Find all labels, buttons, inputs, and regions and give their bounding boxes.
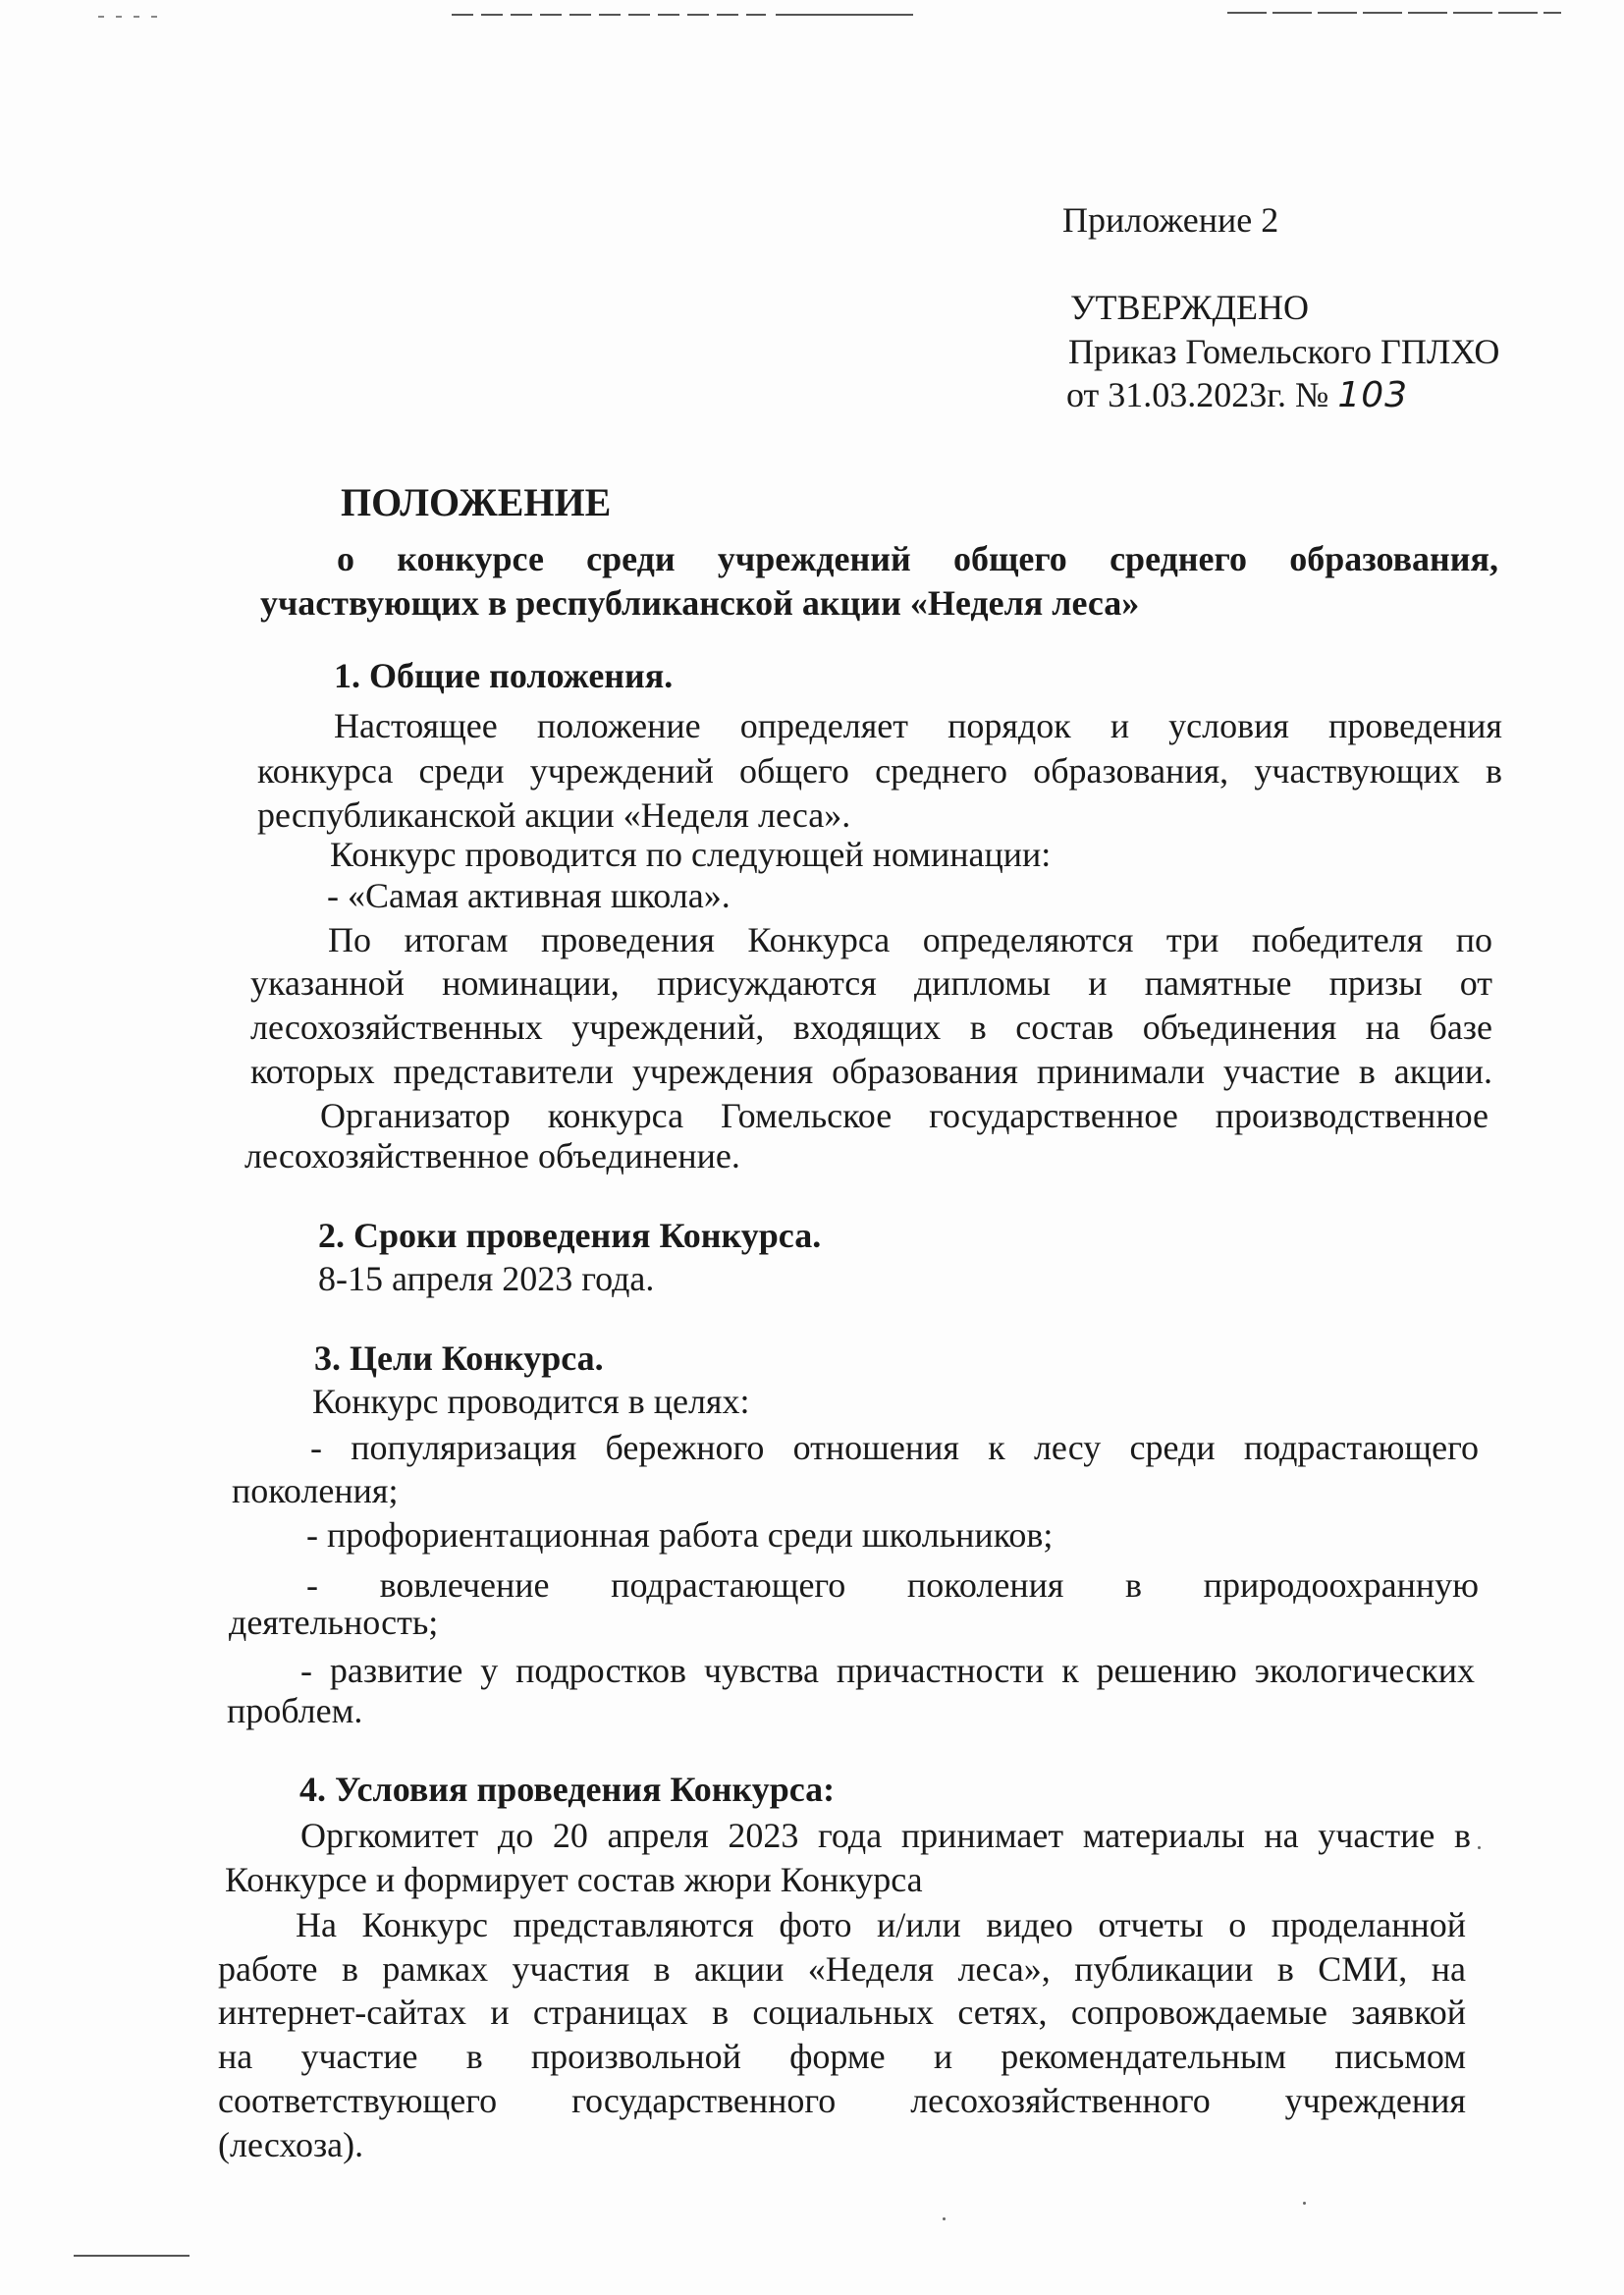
- paragraph-line: Конкурсе и формирует состав жюри Конкурса: [225, 1860, 923, 1899]
- scan-artifact-bottom: [74, 2255, 189, 2257]
- paragraph-line: Конкурс проводится по следующей номинации:: [330, 835, 1052, 874]
- paragraph-line: указанной номинации, присуждаются дипломы и памятные призы от: [250, 963, 1492, 1003]
- section-heading: 4. Условия проведения Конкурса:: [299, 1770, 836, 1809]
- section-heading: 3. Цели Конкурса.: [314, 1339, 604, 1378]
- paragraph-line: интернет-сайтах и страницах в социальных сетях, сопровождаемые заявкой: [218, 1993, 1466, 2032]
- appendix-label: Приложение 2: [1062, 200, 1279, 240]
- paragraph-line: проблем.: [227, 1691, 363, 1730]
- section-heading: 2. Сроки проведения Конкурса.: [318, 1216, 822, 1255]
- scan-artifact-top: [98, 16, 167, 18]
- scan-artifact-top: [452, 14, 766, 16]
- paragraph-line: Организатор конкурса Гомельское государственное производственное: [320, 1096, 1489, 1135]
- paragraph-line: поколения;: [232, 1471, 399, 1510]
- scan-speck: [943, 2217, 946, 2220]
- approved-label: УТВЕРЖДЕНО: [1070, 288, 1310, 327]
- scan-artifact-top: [1227, 12, 1561, 14]
- paragraph-line: По итогам проведения Конкурса определяются три победителя по: [328, 920, 1492, 959]
- order-number: 103: [1337, 375, 1409, 415]
- paragraph-line: которых представители учреждения образования принимали участие в акции.: [250, 1052, 1492, 1091]
- paragraph-line: Конкурс проводится в целях:: [312, 1382, 750, 1421]
- document-subtitle-line: участвующих в республиканской акции «Неделя леса»: [260, 583, 1140, 623]
- document-title: ПОЛОЖЕНИЕ: [341, 480, 612, 524]
- paragraph-line: 8-15 апреля 2023 года.: [318, 1259, 655, 1298]
- paragraph-line: конкурса среди учреждений общего среднего образования, участвующих в: [257, 751, 1502, 791]
- paragraph-line: - вовлечение подрастающего поколения в природоохранную: [306, 1565, 1479, 1605]
- paragraph-line: - профориентационная работа среди школьников;: [306, 1515, 1054, 1555]
- section-heading: 1. Общие положения.: [334, 656, 674, 695]
- paragraph-line: работе в рамках участия в акции «Неделя леса», публикации в СМИ, на: [218, 1949, 1466, 1989]
- paragraph-line: республиканской акции «Неделя леса».: [257, 795, 851, 835]
- paragraph-line: деятельность;: [229, 1603, 439, 1642]
- scan-speck: [1478, 1846, 1481, 1849]
- paragraph-line: лесохозяйственное объединение.: [244, 1136, 740, 1175]
- document-subtitle-line: о конкурсе среди учреждений общего среднего образования,: [337, 539, 1498, 578]
- paragraph-line: Настоящее положение определяет порядок и условия проведения: [334, 706, 1502, 745]
- paragraph-line: лесохозяйственных учреждений, входящих в состав объединения на базе: [250, 1008, 1492, 1047]
- order-date-line: [1066, 373, 1408, 417]
- paragraph-line: на участие в произвольной форме и рекомендательным письмом: [218, 2037, 1466, 2076]
- paragraph-line: - популяризация бережного отношения к лесу среди подрастающего: [310, 1428, 1479, 1467]
- paragraph-line: (лесхоза).: [218, 2125, 364, 2164]
- paragraph-line: - «Самая активная школа».: [327, 876, 731, 915]
- order-date: от 31.03.2023г. №: [1066, 375, 1329, 414]
- scan-artifact-top: [776, 14, 913, 16]
- paragraph-line: На Конкурс представляются фото и/или видео отчеты о проделанной: [296, 1905, 1466, 1944]
- paragraph-line: - развитие у подростков чувства причастности к решению экологических: [300, 1651, 1475, 1690]
- paragraph-line: соответствующего государственного лесохозяйственного учреждения: [218, 2081, 1466, 2120]
- order-line: Приказ Гомельского ГПЛХО: [1068, 332, 1500, 371]
- scan-speck: [1303, 2202, 1306, 2205]
- paragraph-line: Оргкомитет до 20 апреля 2023 года принимает материалы на участие в: [300, 1816, 1471, 1855]
